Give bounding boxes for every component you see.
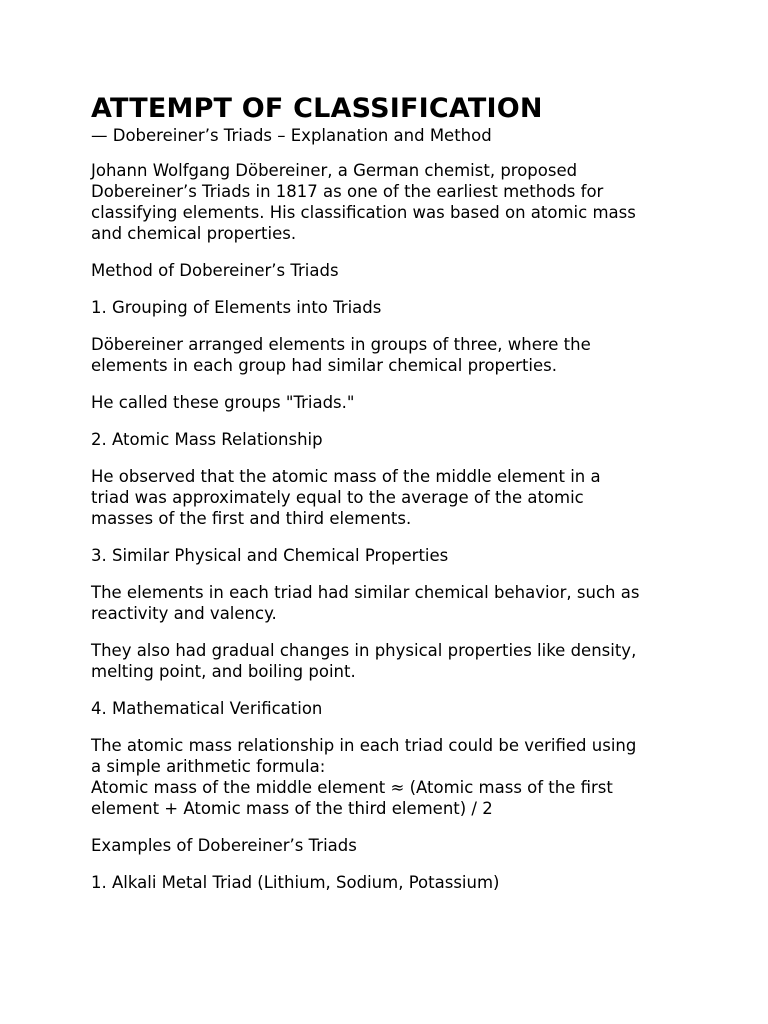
- triads-paragraph: He called these groups "Triads.": [91, 393, 355, 412]
- example-alkali-metal-triad: 1. Alkali Metal Triad (Lithium, Sodium, Potassium): [91, 873, 500, 892]
- section-heading-method: Method of Dobereiner’s Triads: [91, 261, 339, 280]
- section-heading-examples: Examples of Dobereiner’s Triads: [91, 836, 357, 855]
- physical-properties-paragraph: They also had gradual changes in physical properties like density, melting point, and boiling point.: [91, 641, 637, 681]
- step-heading-grouping: 1. Grouping of Elements into Triads: [91, 298, 382, 317]
- step-heading-atomic-mass: 2. Atomic Mass Relationship: [91, 430, 323, 449]
- step-heading-properties: 3. Similar Physical and Chemical Properties: [91, 546, 449, 565]
- atomic-mass-paragraph: He observed that the atomic mass of the middle element in a triad was approximately equal to the average of the atomic masses of the first and third elements.: [91, 467, 601, 528]
- properties-paragraph: The elements in each triad had similar chemical behavior, such as reactivity and valency.: [91, 583, 640, 623]
- page-title: ATTEMPT OF CLASSIFICATION: [91, 93, 543, 124]
- verification-paragraph: The atomic mass relationship in each triad could be verified using a simple arithmetic formula: Atomic mass of the middle element ≈ (Atomic mass of the first element + Atomic mass of the third element) / 2: [91, 736, 637, 818]
- step-heading-verification: 4. Mathematical Verification: [91, 699, 323, 718]
- page-subtitle: — Dobereiner’s Triads – Explanation and Method: [91, 126, 492, 145]
- grouping-paragraph: Döbereiner arranged elements in groups of three, where the elements in each group had similar chemical properties.: [91, 335, 591, 375]
- intro-paragraph: Johann Wolfgang Döbereiner, a German chemist, proposed Dobereiner’s Triads in 1817 as one of the earliest methods for classifying elements. His classification was based on atomic mass and chemical properties.: [91, 161, 636, 243]
